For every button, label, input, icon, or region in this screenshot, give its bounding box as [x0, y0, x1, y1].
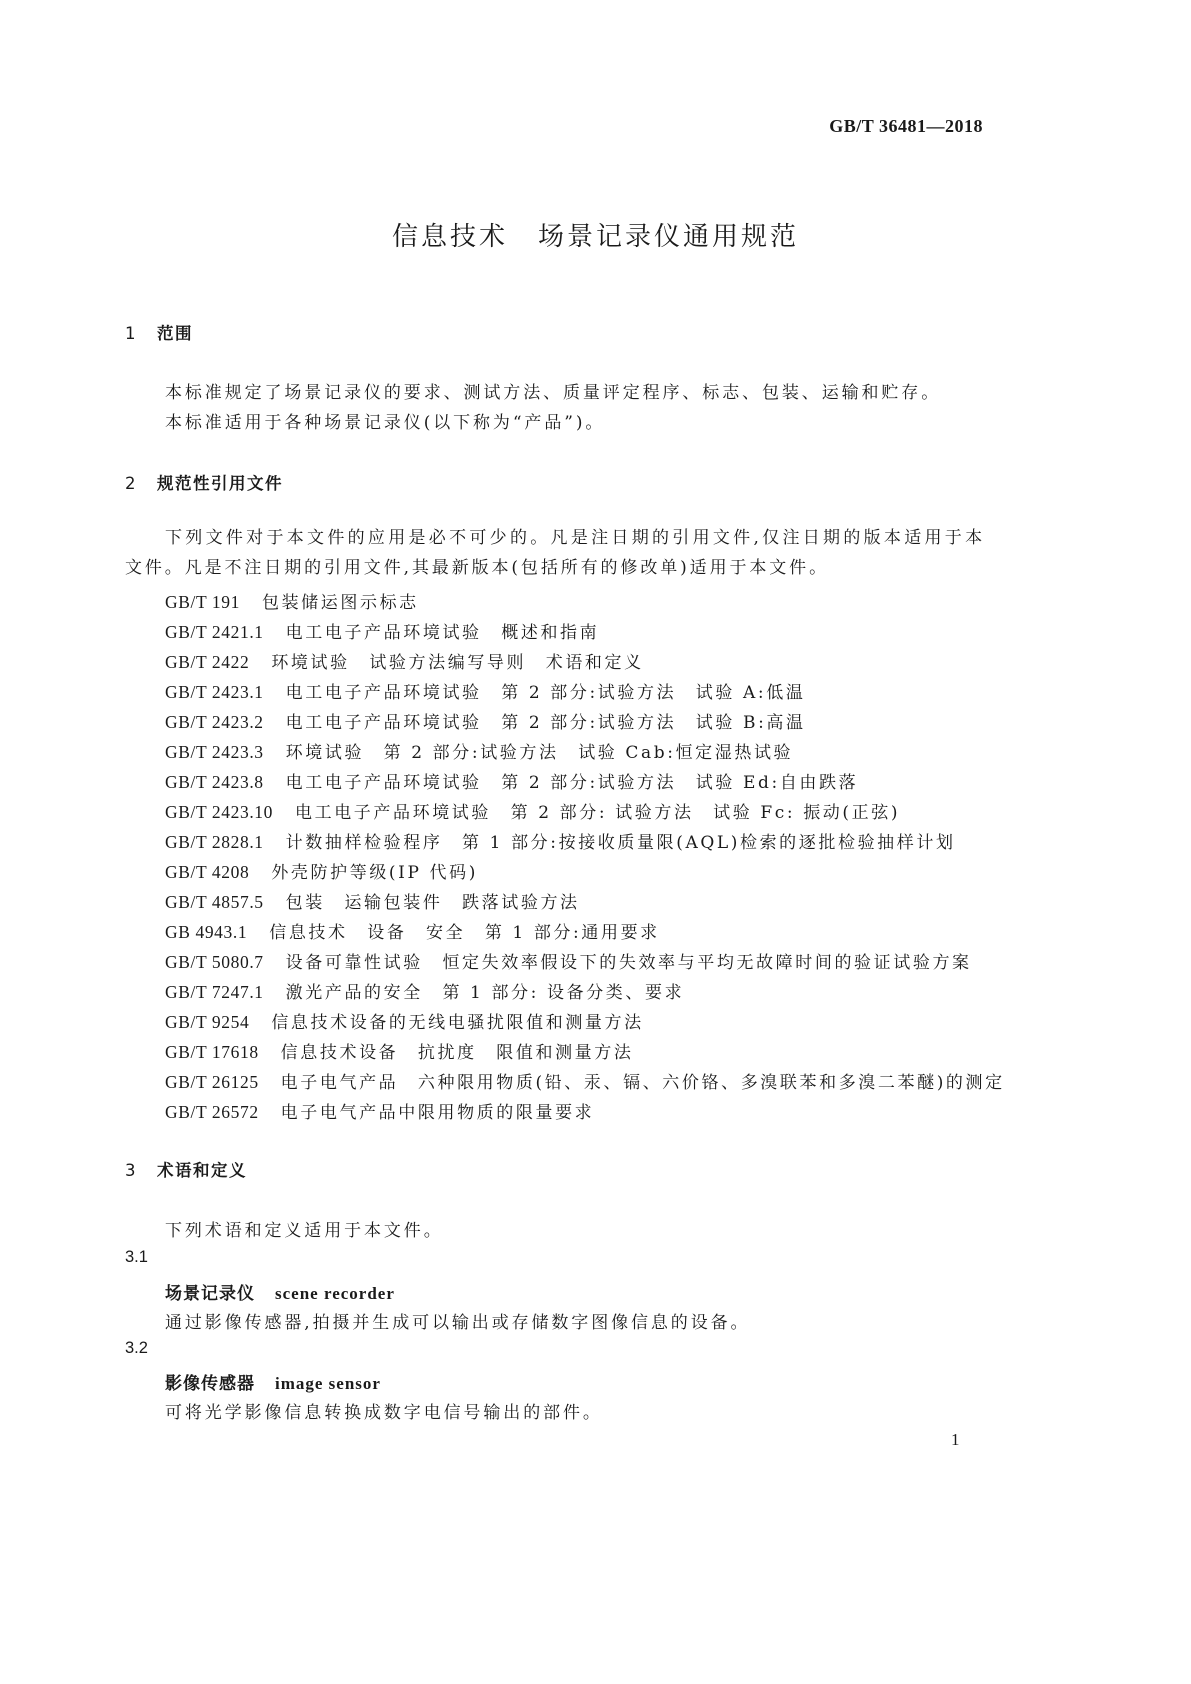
section-title: 术语和定义 [157, 1161, 247, 1180]
term-en: image sensor [275, 1374, 381, 1393]
page-number: 1 [951, 1430, 960, 1449]
reference-code: GB/T 2828.1 [165, 832, 264, 852]
reference-code: GB/T 2421.1 [165, 622, 264, 642]
term-definition: 可将光学影像信息转换成数字电信号输出的部件。 [165, 1403, 603, 1423]
title-part-1: 信息技术 [391, 222, 508, 252]
reference-title: 激光产品的安全 第 1 部分: 设备分类、要求 [285, 983, 685, 1003]
reference-title: 电工电子产品环境试验 第 2 部分: 试验方法 试验 Fc: 振动(正弦) [295, 803, 901, 823]
reference-item [165, 948, 972, 973]
reference-code: GB/T 2423.3 [165, 742, 264, 762]
section-3-heading [125, 1157, 247, 1181]
term-definition: 通过影像传感器,拍摄并生成可以输出或存储数字图像信息的设备。 [165, 1313, 751, 1333]
reference-item [165, 978, 684, 1003]
term-heading [165, 1279, 395, 1304]
reference-item [165, 1038, 633, 1063]
reference-code: GB/T 2422 [165, 652, 250, 672]
terms-intro: 下列术语和定义适用于本文件。 [165, 1221, 444, 1241]
reference-item [165, 918, 660, 943]
reference-item [165, 798, 900, 823]
reference-item [165, 708, 806, 733]
reference-title: 环境试验 试验方法编写导则 术语和定义 [271, 653, 644, 673]
reference-item [165, 1098, 594, 1123]
scope-paragraph-1: 本标准规定了场景记录仪的要求、测试方法、质量评定程序、标志、包装、运输和贮存。 [165, 383, 942, 403]
reference-code: GB/T 4208 [165, 862, 250, 882]
reference-code: GB/T 2423.2 [165, 712, 264, 732]
reference-title: 环境试验 第 2 部分:试验方法 试验 Cab:恒定湿热试验 [285, 743, 794, 763]
reference-code: GB/T 26572 [165, 1102, 259, 1122]
reference-item [165, 618, 599, 643]
section-2-heading [125, 470, 283, 494]
section-number: 3 [125, 1161, 137, 1180]
reference-item [165, 888, 580, 913]
reference-code: GB/T 26125 [165, 1072, 259, 1092]
section-title: 范围 [157, 324, 193, 343]
section-number: 1 [125, 324, 137, 343]
reference-code: GB 4943.1 [165, 922, 248, 942]
reference-title: 电子电气产品 六种限用物质(铅、汞、镉、六价铬、多溴联苯和多溴二苯醚)的测定 [280, 1073, 1005, 1093]
reference-title: 外壳防护等级(IP 代码) [271, 863, 478, 883]
reference-item [165, 588, 419, 613]
reference-item [165, 768, 858, 793]
references-intro: 下列文件对于本文件的应用是必不可少的。凡是注日期的引用文件,仅注日期的版本适用于本文件。凡是不注日期的引用文件,其最新版本(包括所有的修改单)适用于本文件。 [125, 528, 985, 578]
reference-code: GB/T 2423.8 [165, 772, 264, 792]
reference-item [165, 678, 805, 703]
reference-title: 信息技术设备的无线电骚扰限值和测量方法 [271, 1013, 644, 1033]
section-title: 规范性引用文件 [157, 474, 283, 493]
reference-title: 信息技术设备 抗扰度 限值和测量方法 [280, 1043, 634, 1063]
section-number: 2 [125, 474, 137, 493]
reference-title: 包装储运图示标志 [261, 593, 419, 613]
reference-title: 计数抽样检验程序 第 1 部分:按接收质量限(AQL)检索的逐批检验抽样计划 [285, 833, 956, 853]
term-zh: 影像传感器 [165, 1374, 255, 1394]
reference-title: 电子电气产品中限用物质的限量要求 [280, 1103, 595, 1123]
reference-title: 电工电子产品环境试验 第 2 部分:试验方法 试验 B:高温 [285, 713, 806, 733]
reference-code: GB/T 9254 [165, 1012, 250, 1032]
reference-item [165, 1008, 644, 1033]
reference-title: 电工电子产品环境试验 第 2 部分:试验方法 试验 A:低温 [285, 683, 806, 703]
clause-number: 3.1 [125, 1248, 148, 1266]
reference-code: GB/T 4857.5 [165, 892, 264, 912]
reference-code: GB/T 191 [165, 592, 240, 612]
reference-code: GB/T 7247.1 [165, 982, 264, 1002]
reference-title: 设备可靠性试验 恒定失效率假设下的失效率与平均无故障时间的验证试验方案 [285, 953, 972, 973]
reference-code: GB/T 5080.7 [165, 952, 264, 972]
reference-item [165, 648, 644, 673]
reference-code: GB/T 2423.1 [165, 682, 264, 702]
clause-number: 3.2 [125, 1339, 148, 1357]
term-heading [165, 1369, 381, 1394]
term-en: scene recorder [275, 1284, 395, 1303]
reference-item [165, 828, 956, 853]
document-title [0, 216, 1191, 253]
reference-item [165, 858, 478, 883]
term-zh: 场景记录仪 [165, 1284, 255, 1304]
standard-number: GB/T 36481—2018 [829, 116, 983, 136]
reference-title: 电工电子产品环境试验 第 2 部分:试验方法 试验 Ed:自由跌落 [285, 773, 859, 793]
reference-code: GB/T 17618 [165, 1042, 259, 1062]
title-part-2: 场景记录仪通用规范 [538, 222, 800, 252]
scope-paragraph-2: 本标准适用于各种场景记录仪(以下称为“产品”)。 [165, 413, 606, 433]
reference-item [165, 1068, 1005, 1093]
reference-title: 包装 运输包装件 跌落试验方法 [285, 893, 580, 913]
reference-item [165, 738, 793, 763]
reference-title: 信息技术 设备 安全 第 1 部分:通用要求 [269, 923, 660, 943]
section-1-heading [125, 320, 193, 344]
reference-code: GB/T 2423.10 [165, 802, 273, 822]
reference-title: 电工电子产品环境试验 概述和指南 [285, 623, 600, 643]
